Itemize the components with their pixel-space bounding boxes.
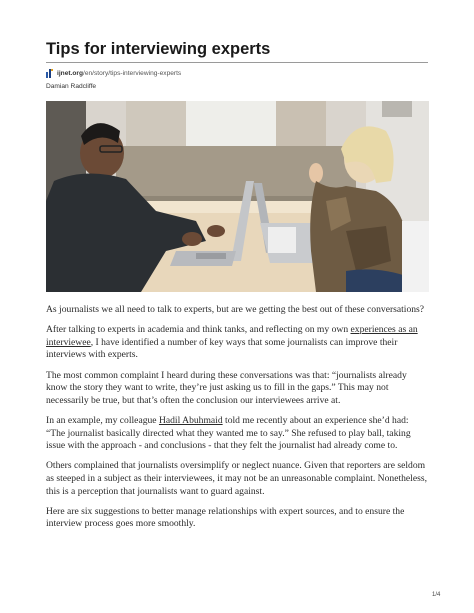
page-number: 1/4 <box>432 592 441 598</box>
photo-illustration <box>46 101 429 292</box>
paragraph-text: , I have identified a number of key ways that some journalists can improve their interviews with experts. <box>46 336 398 361</box>
paragraph <box>46 415 430 453</box>
paragraph-text: In an example, my colleague <box>46 414 159 426</box>
paragraph <box>46 324 430 362</box>
hadil-abuhmaid-link[interactable]: Hadil Abuhmaid <box>158 414 223 426</box>
article-title: Tips for interviewing experts <box>46 40 271 58</box>
author-name: Damian Radcliffe <box>46 83 97 90</box>
title-divider <box>46 62 428 63</box>
source-url[interactable] <box>57 70 181 77</box>
paragraph: Here are six suggestions to better manage relationships with expert sources, and to ensure the interview process goes more smoothly. <box>46 505 405 530</box>
paragraph-text: told me recently about an experience she’d had: “The journalist basically directed what they wanted me to say.” She refused to play ball, taking issue with the approach - and conclusions - that they felt the journalist had already come to. <box>46 414 411 452</box>
ijnet-favicon-icon <box>46 69 53 78</box>
paragraph: The most common complaint I heard during these conversations was that: “journalists already know the story they want to write, they’re just asking us to fill in the gaps.” This may not necessarily be true, but that’s often the conclusion our interviewees arrive at. <box>46 369 407 406</box>
source-path[interactable]: /en/story/tips-interviewing-experts <box>83 69 182 77</box>
source-line <box>46 67 181 79</box>
article-photo <box>46 101 429 292</box>
paragraph: As journalists we all need to talk to experts, but are we getting the best out of these conversations? <box>46 304 425 315</box>
article-body <box>46 304 430 538</box>
paragraph-text: After talking to experts in academia and think tanks, and reflecting on my own <box>46 324 351 336</box>
paragraph: Others complained that journalists oversimplify or neglect nuance. Given that reporters are seldom as steeped in a subject as their interviewees, it may not be an unreasonable complaint. Nonetheless, this is a perception that journalists want to guard against. <box>46 460 427 497</box>
source-domain[interactable]: ijnet.org <box>57 69 84 77</box>
experiences-link[interactable]: experiences as an interviewee <box>46 324 418 348</box>
